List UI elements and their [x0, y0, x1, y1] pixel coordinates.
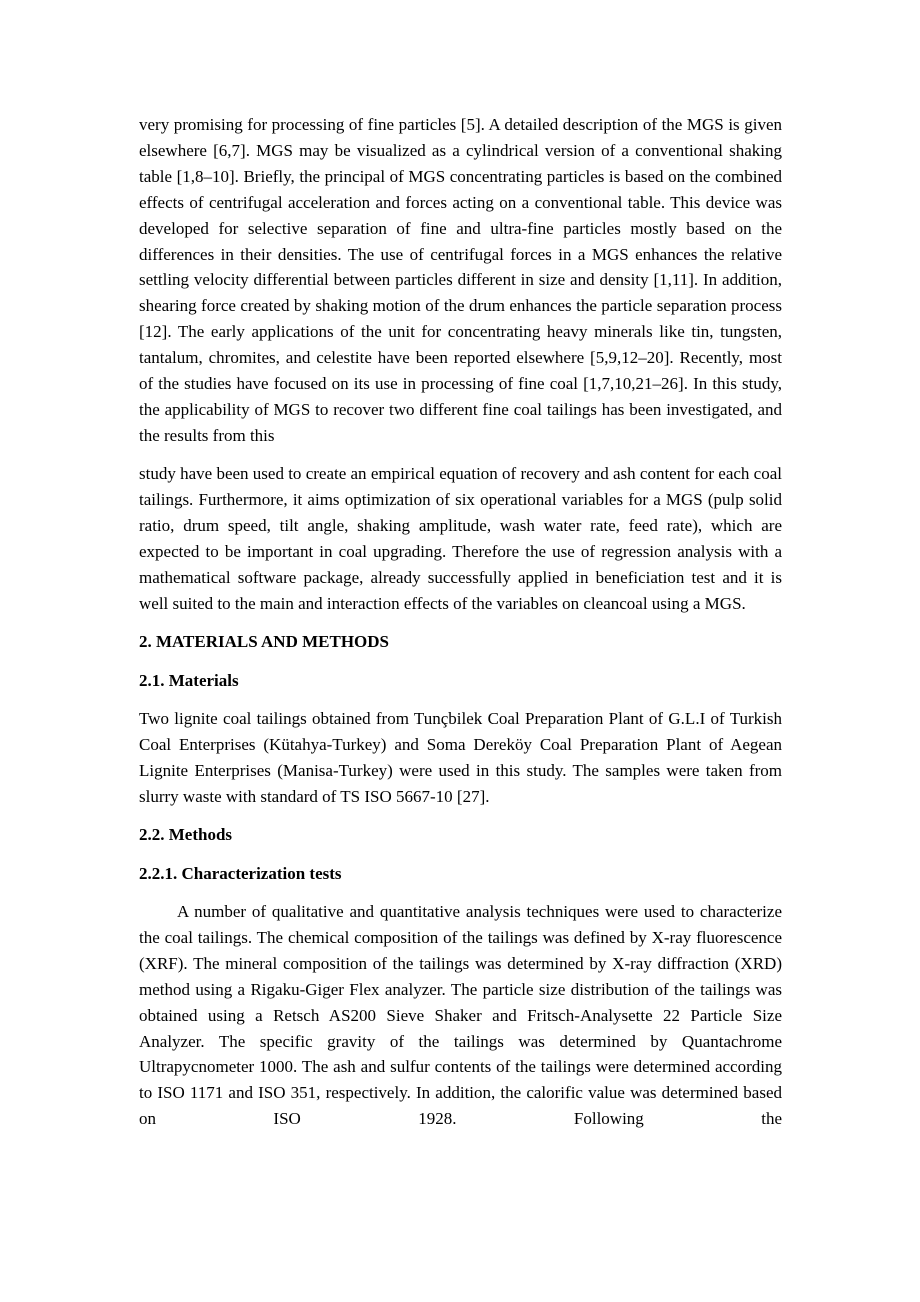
paragraph-characterization: A number of qualitative and quantitative analysis techniques were used to characterize the coal tailings. The chemical composition of the tailings was defined by X-ray fluorescence (XRF). The mineral composition of the tailings was determined by X-ray diffraction (XRD) method using a Rigaku-Giger Flex analyzer. The particle size distribution of the tailings was obtained using a Retsch AS200 Sieve Shaker and Fritsch-Analysette 22 Particle Size Analyzer. The specific gravity of the tailings was determined by Quantachrome Ultrapycnometer 1000. The ash and sulfur contents of the tailings were determined according to ISO 1171 and ISO 351, respectively. In addition, the calorific value was determined based on ISO 1928. Following the: [139, 901, 782, 1129]
subsection-heading-methods: 2.2. Methods: [139, 825, 233, 845]
paragraph-materials: Two lignite coal tailings obtained from Tunçbilek Coal Preparation Plant of G.L.I of Turkish Coal Enterprises (Kütahya-Turkey) and Soma Dereköy Coal Preparation Plant of Aegean Lignite Enterprises (Manisa-Turkey) were used in this study. The samples were taken from slurry waste with standard of TS ISO 5667-10 [27].: [139, 709, 782, 806]
paragraph-gap: [139, 886, 782, 899]
document-page: [139, 112, 782, 1132]
subsection-heading-materials: 2.1. Materials: [139, 670, 239, 690]
paragraph-gap: [139, 694, 782, 707]
paragraph-gap: [139, 449, 782, 462]
paragraph-gap: [139, 655, 782, 668]
paragraph-study-aims: study have been used to create an empirical equation of recovery and ash content for each coal tailings. Furthermore, it aims optimization of six operational variables for a MGS (pulp solid ratio, drum speed, tilt angle, shaking amplitude, wash water rate, feed rate), which are expected to be important in coal upgrading. Therefore the use of regression analysis with a mathematical software package, already successfully applied in beneficiation test and it is well suited to the main and interaction effects of the variables on cleancoal using a MGS.: [139, 464, 782, 613]
paragraph-mgs-intro: very promising for processing of fine particles [5]. A detailed description of the MGS is given elsewhere [6,7]. MGS may be visualized as a cylindrical version of a conventional shaking table [1,8–10]. Briefly, the principal of MGS concentrating particles is based on the combined effects of centrifugal acceleration and forces acting on a conventional table. This device was developed for selective separation of fine and ultra-fine particles mostly based on the differences in their densities. The use of centrifugal forces in a MGS enhances the relative settling velocity differential between particles different in size and density [1,11]. In addition, shearing force created by shaking motion of the drum enhances the particle separation process [12]. The early applications of the unit for concentrating heavy minerals like tin, tungsten, tantalum, chromites, and celestite have been reported elsewhere [5,9,12–20]. Recently, most of the studies have focused on its use in processing of fine coal [1,7,10,21–26]. In this study, the applicability of MGS to recover two different fine coal tailings has been investigated, and the results from this: [139, 115, 782, 445]
subsubsection-heading-characterization: 2.2.1. Characterization tests: [139, 863, 342, 883]
section-heading-materials-and-methods: 2. MATERIALS AND METHODS: [139, 632, 389, 652]
paragraph-gap: [139, 810, 782, 823]
paragraph-gap: [139, 617, 782, 630]
paragraph-gap: [139, 848, 782, 861]
